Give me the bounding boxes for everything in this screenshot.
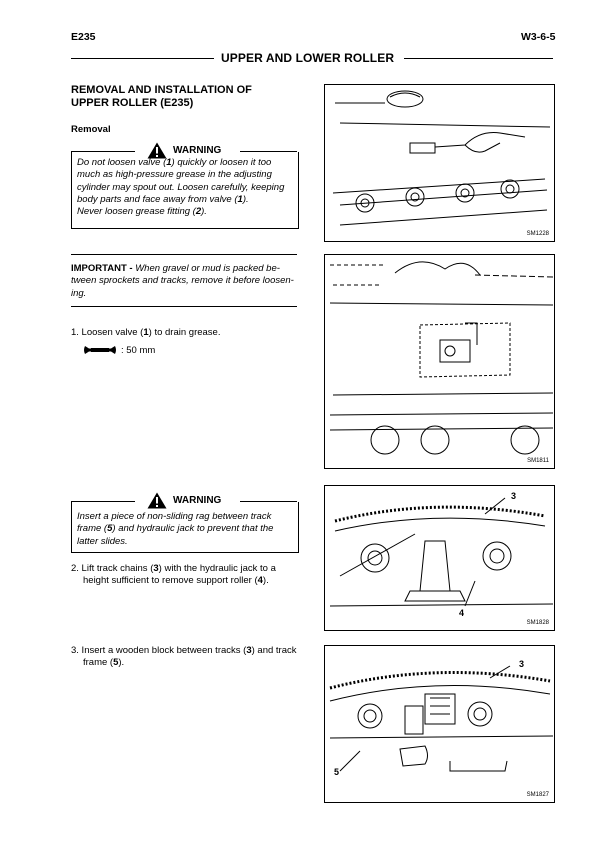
figure-3 [324,485,555,631]
important-rule-top [71,254,297,255]
model-code: E235 [71,31,96,43]
wrench-size: : 50 mm [121,344,156,356]
figure-3-callout-4: 4 [459,608,465,618]
section-title-line2: UPPER ROLLER (E235) [71,97,194,109]
important-rule-bottom [71,306,297,307]
title-rule-right [404,58,553,59]
warning-text: Do not loosen valve (1) quickly or loosen it too much as high-pressure grease in the adjusting cylinder may spout out. Loosen carefully, keeping body parts and face away from valve (1). Never loosen grease fitting (2). [77,157,285,218]
figure-2-code: SM1811 [527,458,549,464]
warning2-box [71,502,299,553]
page-title: UPPER AND LOWER ROLLER [221,51,395,65]
wrench-icon [83,344,117,356]
figure-4-callout-3: 3 [519,659,525,669]
wrench-spec [83,344,155,356]
figure-3-code: SM1828 [526,620,549,626]
section-subtitle: Removal [71,124,111,135]
important-note: IMPORTANT - When gravel or mud is packed be- tween sprockets and tracks, remove it before loosen- ing. [71,263,294,299]
figure-2-illustration [325,255,554,468]
figure-1 [324,84,555,242]
figure-2 [324,254,555,469]
figure-3-callout-3: 3 [511,491,517,501]
warning-label: WARNING [173,145,222,156]
figure-1-illustration [325,85,554,241]
figure-4-code: SM1827 [526,792,549,798]
figure-4-callout-5: 5 [334,767,340,777]
figure-1-code: SM1228 [526,231,549,237]
warning2-text: Insert a piece of non-sliding rag between track frame (5) and hydraulic jack to prevent that the latter slides. [77,511,274,547]
warning-box [71,152,299,229]
important-label: IMPORTANT - [71,263,133,274]
step-2: 2. Lift track chains (3) with the hydraulic jack to a height sufficient to remove support roller (4). [71,563,276,587]
figure-3-illustration [325,486,554,630]
section-title-line1: REMOVAL AND INSTALLATION OF [71,84,252,96]
step-3: 3. Insert a wooden block between tracks (3) and track frame (5). [71,645,297,669]
section-title [71,84,252,110]
figure-4 [324,645,555,803]
warning2-label: WARNING [173,495,222,506]
title-rule-left [71,58,214,59]
page-code: W3-6-5 [521,31,556,43]
figure-4-illustration [325,646,554,802]
step-1: 1. Loosen valve (1) to drain grease. [71,327,221,338]
